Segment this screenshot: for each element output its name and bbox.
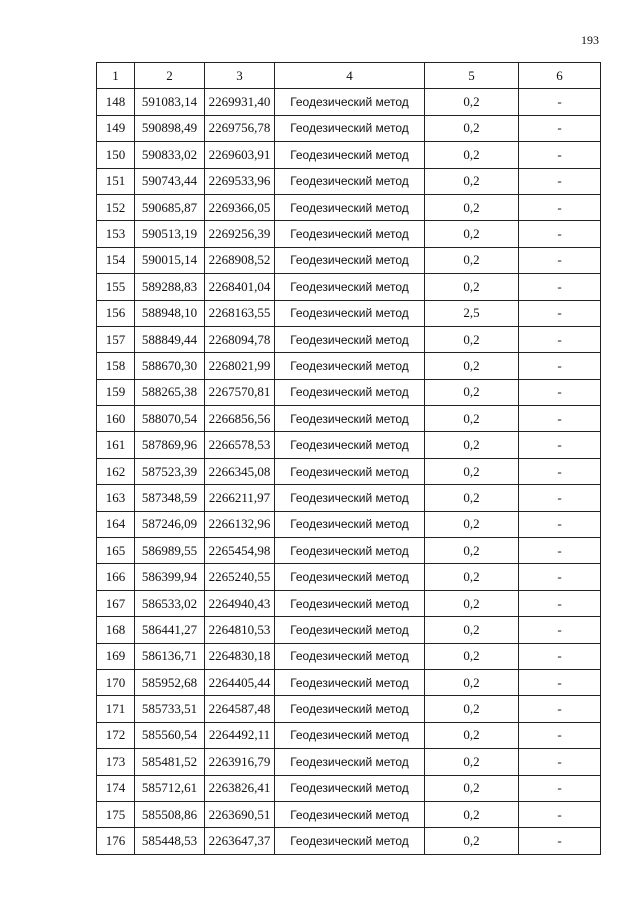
x-coordinate-cell: 586989,55 (135, 538, 205, 564)
point-number-cell: 174 (97, 775, 135, 801)
accuracy-cell: 0,2 (425, 775, 519, 801)
method-cell: Геодезический метод (275, 300, 425, 326)
y-coordinate-cell: 2266132,96 (205, 511, 275, 537)
description-cell: - (519, 485, 601, 511)
description-cell: - (519, 722, 601, 748)
table-row (97, 485, 601, 511)
x-coordinate-cell: 585712,61 (135, 775, 205, 801)
table-row (97, 722, 601, 748)
point-number-cell: 165 (97, 538, 135, 564)
description-cell: - (519, 564, 601, 590)
table-row (97, 538, 601, 564)
description-cell: - (519, 115, 601, 141)
y-coordinate-cell: 2263826,41 (205, 775, 275, 801)
table-row (97, 194, 601, 220)
table-row (97, 406, 601, 432)
accuracy-cell: 0,2 (425, 432, 519, 458)
y-coordinate-cell: 2264587,48 (205, 696, 275, 722)
y-coordinate-cell: 2269366,05 (205, 194, 275, 220)
point-number-cell: 172 (97, 722, 135, 748)
method-cell: Геодезический метод (275, 168, 425, 194)
accuracy-cell: 0,2 (425, 669, 519, 695)
x-coordinate-cell: 585481,52 (135, 749, 205, 775)
x-coordinate-cell: 590015,14 (135, 247, 205, 273)
description-cell: - (519, 142, 601, 168)
method-cell: Геодезический метод (275, 511, 425, 537)
method-cell: Геодезический метод (275, 326, 425, 352)
y-coordinate-cell: 2263647,37 (205, 828, 275, 854)
method-cell: Геодезический метод (275, 353, 425, 379)
column-header: 3 (205, 63, 275, 89)
method-cell: Геодезический метод (275, 274, 425, 300)
y-coordinate-cell: 2264940,43 (205, 590, 275, 616)
point-number-cell: 173 (97, 749, 135, 775)
x-coordinate-cell: 590743,44 (135, 168, 205, 194)
accuracy-cell: 0,2 (425, 353, 519, 379)
accuracy-cell: 0,2 (425, 115, 519, 141)
table-row (97, 142, 601, 168)
table-row (97, 168, 601, 194)
point-number-cell: 151 (97, 168, 135, 194)
table-header-row (97, 63, 601, 89)
y-coordinate-cell: 2269533,96 (205, 168, 275, 194)
description-cell: - (519, 828, 601, 854)
table-row (97, 696, 601, 722)
column-header: 2 (135, 63, 205, 89)
x-coordinate-cell: 587869,96 (135, 432, 205, 458)
method-cell: Геодезический метод (275, 89, 425, 115)
accuracy-cell: 2,5 (425, 300, 519, 326)
coordinates-table (96, 62, 601, 855)
table-row (97, 590, 601, 616)
point-number-cell: 166 (97, 564, 135, 590)
x-coordinate-cell: 590685,87 (135, 194, 205, 220)
accuracy-cell: 0,2 (425, 722, 519, 748)
table-row (97, 511, 601, 537)
x-coordinate-cell: 588670,30 (135, 353, 205, 379)
table-row (97, 89, 601, 115)
point-number-cell: 149 (97, 115, 135, 141)
description-cell: - (519, 511, 601, 537)
description-cell: - (519, 406, 601, 432)
point-number-cell: 148 (97, 89, 135, 115)
accuracy-cell: 0,2 (425, 168, 519, 194)
x-coordinate-cell: 585733,51 (135, 696, 205, 722)
table-row (97, 828, 601, 854)
description-cell: - (519, 326, 601, 352)
description-cell: - (519, 538, 601, 564)
method-cell: Геодезический метод (275, 590, 425, 616)
description-cell: - (519, 353, 601, 379)
y-coordinate-cell: 2264830,18 (205, 643, 275, 669)
accuracy-cell: 0,2 (425, 485, 519, 511)
accuracy-cell: 0,2 (425, 458, 519, 484)
point-number-cell: 168 (97, 617, 135, 643)
accuracy-cell: 0,2 (425, 379, 519, 405)
accuracy-cell: 0,2 (425, 326, 519, 352)
y-coordinate-cell: 2264810,53 (205, 617, 275, 643)
y-coordinate-cell: 2267570,81 (205, 379, 275, 405)
table-row (97, 247, 601, 273)
point-number-cell: 162 (97, 458, 135, 484)
table-row (97, 749, 601, 775)
point-number-cell: 156 (97, 300, 135, 326)
y-coordinate-cell: 2268401,04 (205, 274, 275, 300)
description-cell: - (519, 458, 601, 484)
y-coordinate-cell: 2266345,08 (205, 458, 275, 484)
point-number-cell: 160 (97, 406, 135, 432)
accuracy-cell: 0,2 (425, 406, 519, 432)
y-coordinate-cell: 2264492,11 (205, 722, 275, 748)
point-number-cell: 155 (97, 274, 135, 300)
accuracy-cell: 0,2 (425, 247, 519, 273)
column-header: 4 (275, 63, 425, 89)
description-cell: - (519, 590, 601, 616)
point-number-cell: 161 (97, 432, 135, 458)
description-cell: - (519, 643, 601, 669)
y-coordinate-cell: 2268163,55 (205, 300, 275, 326)
x-coordinate-cell: 586136,71 (135, 643, 205, 669)
method-cell: Геодезический метод (275, 801, 425, 827)
accuracy-cell: 0,2 (425, 749, 519, 775)
method-cell: Геодезический метод (275, 142, 425, 168)
table-row (97, 274, 601, 300)
accuracy-cell: 0,2 (425, 590, 519, 616)
method-cell: Геодезический метод (275, 432, 425, 458)
point-number-cell: 164 (97, 511, 135, 537)
x-coordinate-cell: 585448,53 (135, 828, 205, 854)
table-row (97, 801, 601, 827)
x-coordinate-cell: 591083,14 (135, 89, 205, 115)
table-row (97, 775, 601, 801)
table-row (97, 379, 601, 405)
point-number-cell: 176 (97, 828, 135, 854)
point-number-cell: 175 (97, 801, 135, 827)
description-cell: - (519, 617, 601, 643)
x-coordinate-cell: 585508,86 (135, 801, 205, 827)
point-number-cell: 157 (97, 326, 135, 352)
x-coordinate-cell: 585952,68 (135, 669, 205, 695)
method-cell: Геодезический метод (275, 775, 425, 801)
accuracy-cell: 0,2 (425, 194, 519, 220)
x-coordinate-cell: 586533,02 (135, 590, 205, 616)
y-coordinate-cell: 2268021,99 (205, 353, 275, 379)
point-number-cell: 171 (97, 696, 135, 722)
method-cell: Геодезический метод (275, 564, 425, 590)
table-row (97, 432, 601, 458)
y-coordinate-cell: 2264405,44 (205, 669, 275, 695)
description-cell: - (519, 194, 601, 220)
point-number-cell: 154 (97, 247, 135, 273)
method-cell: Геодезический метод (275, 669, 425, 695)
point-number-cell: 167 (97, 590, 135, 616)
accuracy-cell: 0,2 (425, 142, 519, 168)
accuracy-cell: 0,2 (425, 511, 519, 537)
method-cell: Геодезический метод (275, 194, 425, 220)
y-coordinate-cell: 2265454,98 (205, 538, 275, 564)
x-coordinate-cell: 590833,02 (135, 142, 205, 168)
accuracy-cell: 0,2 (425, 617, 519, 643)
description-cell: - (519, 432, 601, 458)
x-coordinate-cell: 588265,38 (135, 379, 205, 405)
accuracy-cell: 0,2 (425, 828, 519, 854)
method-cell: Геодезический метод (275, 247, 425, 273)
x-coordinate-cell: 588948,10 (135, 300, 205, 326)
accuracy-cell: 0,2 (425, 538, 519, 564)
method-cell: Геодезический метод (275, 722, 425, 748)
description-cell: - (519, 168, 601, 194)
x-coordinate-cell: 587348,59 (135, 485, 205, 511)
point-number-cell: 163 (97, 485, 135, 511)
x-coordinate-cell: 585560,54 (135, 722, 205, 748)
point-number-cell: 152 (97, 194, 135, 220)
x-coordinate-cell: 586441,27 (135, 617, 205, 643)
x-coordinate-cell: 586399,94 (135, 564, 205, 590)
accuracy-cell: 0,2 (425, 643, 519, 669)
accuracy-cell: 0,2 (425, 89, 519, 115)
point-number-cell: 153 (97, 221, 135, 247)
description-cell: - (519, 89, 601, 115)
description-cell: - (519, 749, 601, 775)
method-cell: Геодезический метод (275, 538, 425, 564)
x-coordinate-cell: 587246,09 (135, 511, 205, 537)
column-header: 1 (97, 63, 135, 89)
method-cell: Геодезический метод (275, 696, 425, 722)
y-coordinate-cell: 2268094,78 (205, 326, 275, 352)
accuracy-cell: 0,2 (425, 274, 519, 300)
table-row (97, 353, 601, 379)
method-cell: Геодезический метод (275, 115, 425, 141)
description-cell: - (519, 379, 601, 405)
method-cell: Геодезический метод (275, 643, 425, 669)
description-cell: - (519, 300, 601, 326)
method-cell: Геодезический метод (275, 379, 425, 405)
y-coordinate-cell: 2266856,56 (205, 406, 275, 432)
table-row (97, 115, 601, 141)
table-row (97, 326, 601, 352)
point-number-cell: 150 (97, 142, 135, 168)
accuracy-cell: 0,2 (425, 221, 519, 247)
method-cell: Геодезический метод (275, 749, 425, 775)
table-row (97, 300, 601, 326)
x-coordinate-cell: 588849,44 (135, 326, 205, 352)
method-cell: Геодезический метод (275, 485, 425, 511)
y-coordinate-cell: 2266211,97 (205, 485, 275, 511)
y-coordinate-cell: 2266578,53 (205, 432, 275, 458)
method-cell: Геодезический метод (275, 828, 425, 854)
description-cell: - (519, 669, 601, 695)
column-header: 6 (519, 63, 601, 89)
point-number-cell: 158 (97, 353, 135, 379)
y-coordinate-cell: 2269756,78 (205, 115, 275, 141)
table-row (97, 458, 601, 484)
description-cell: - (519, 221, 601, 247)
y-coordinate-cell: 2263690,51 (205, 801, 275, 827)
description-cell: - (519, 801, 601, 827)
accuracy-cell: 0,2 (425, 801, 519, 827)
point-number-cell: 169 (97, 643, 135, 669)
method-cell: Геодезический метод (275, 406, 425, 432)
description-cell: - (519, 247, 601, 273)
page-number: 193 (581, 33, 599, 47)
x-coordinate-cell: 588070,54 (135, 406, 205, 432)
table-row (97, 643, 601, 669)
y-coordinate-cell: 2268908,52 (205, 247, 275, 273)
method-cell: Геодезический метод (275, 221, 425, 247)
table-row (97, 617, 601, 643)
accuracy-cell: 0,2 (425, 564, 519, 590)
table-row (97, 669, 601, 695)
description-cell: - (519, 274, 601, 300)
x-coordinate-cell: 590513,19 (135, 221, 205, 247)
table-row (97, 564, 601, 590)
method-cell: Геодезический метод (275, 617, 425, 643)
point-number-cell: 159 (97, 379, 135, 405)
x-coordinate-cell: 589288,83 (135, 274, 205, 300)
x-coordinate-cell: 590898,49 (135, 115, 205, 141)
y-coordinate-cell: 2263916,79 (205, 749, 275, 775)
method-cell: Геодезический метод (275, 458, 425, 484)
x-coordinate-cell: 587523,39 (135, 458, 205, 484)
description-cell: - (519, 696, 601, 722)
column-header: 5 (425, 63, 519, 89)
y-coordinate-cell: 2269256,39 (205, 221, 275, 247)
y-coordinate-cell: 2269603,91 (205, 142, 275, 168)
description-cell: - (519, 775, 601, 801)
y-coordinate-cell: 2269931,40 (205, 89, 275, 115)
accuracy-cell: 0,2 (425, 696, 519, 722)
table-body (97, 89, 601, 854)
table-row (97, 221, 601, 247)
point-number-cell: 170 (97, 669, 135, 695)
y-coordinate-cell: 2265240,55 (205, 564, 275, 590)
